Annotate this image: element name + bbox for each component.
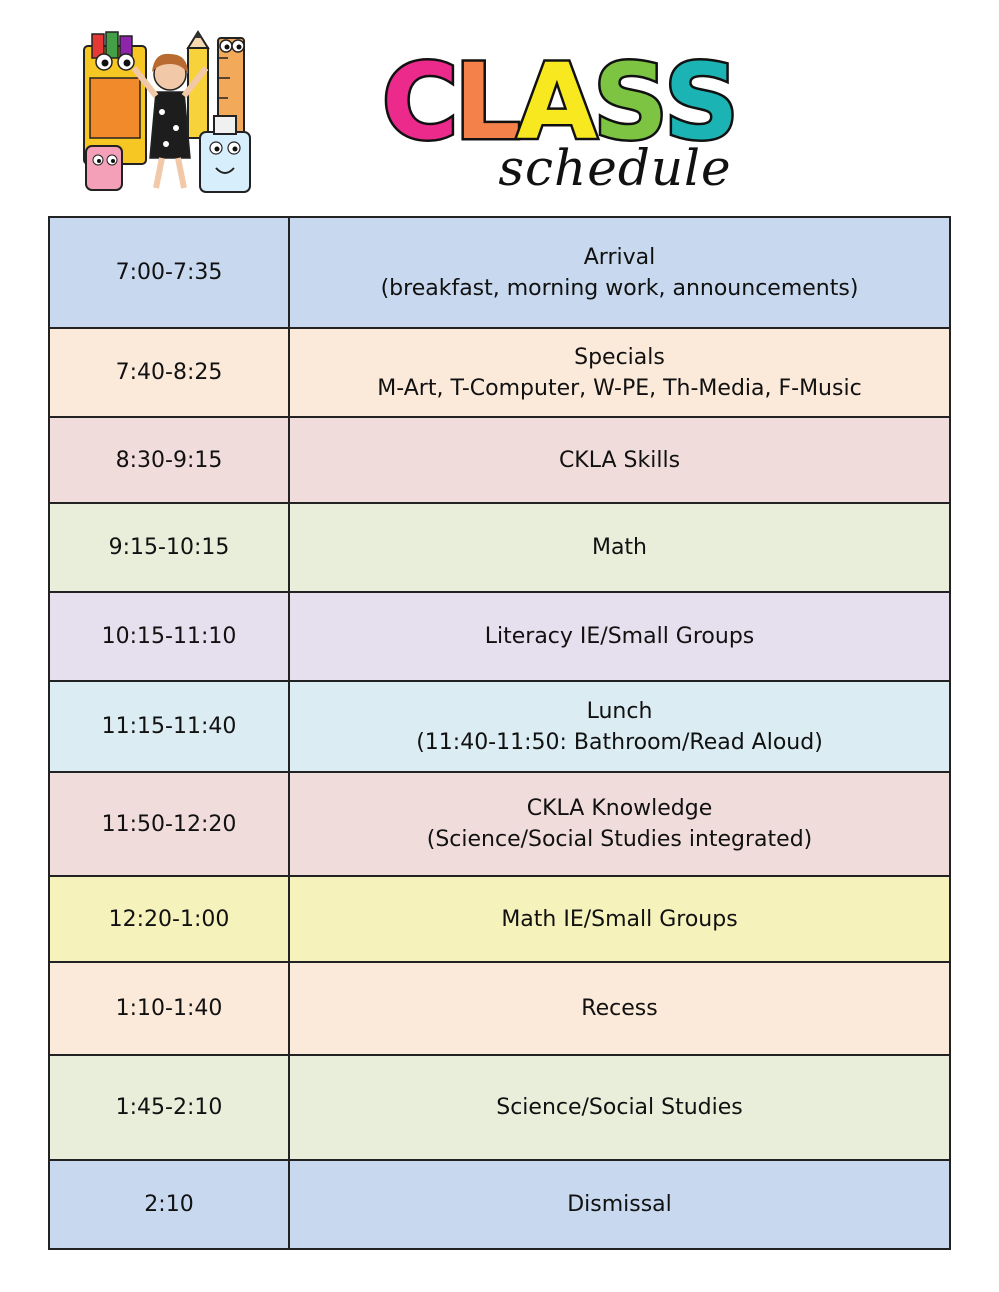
- time-cell: 10:15-11:10: [49, 592, 289, 681]
- schedule-row: [49, 876, 950, 962]
- activity-cell: [289, 772, 950, 876]
- activity-cell: [289, 962, 950, 1055]
- activity-cell: [289, 1055, 950, 1160]
- activity-line: (11:40-11:50: Bathroom/Read Aloud): [416, 729, 823, 755]
- title-letter: S: [593, 41, 665, 163]
- activity-cell: [289, 217, 950, 328]
- time-cell: 1:10-1:40: [49, 962, 289, 1055]
- title-letter: C: [382, 41, 455, 163]
- activity-line: Science/Social Studies: [496, 1095, 743, 1120]
- schedule-row: [49, 217, 950, 328]
- schedule-row: [49, 503, 950, 592]
- activity-line: Arrival: [583, 244, 656, 270]
- activity-line: CKLA Skills: [558, 447, 681, 473]
- schedule-row: [49, 772, 950, 876]
- title-class: [382, 41, 842, 163]
- activity-line: Lunch: [586, 698, 653, 724]
- activity-cell: [289, 1160, 950, 1249]
- school-supplies-clipart: [78, 28, 263, 208]
- activity-line: (breakfast, morning work, announcements): [380, 275, 859, 301]
- page-header: [0, 0, 999, 215]
- activity-cell: [289, 417, 950, 503]
- activity-cell: [289, 681, 950, 772]
- activity-line: M-Art, T-Computer, W-PE, Th-Media, F-Music: [377, 375, 862, 401]
- time-cell: 7:40-8:25: [49, 328, 289, 417]
- activity-line: CKLA Knowledge: [526, 796, 713, 821]
- time-cell: 9:15-10:15: [49, 503, 289, 592]
- activity-line: Literacy IE/Small Groups: [484, 624, 755, 649]
- time-cell: 11:50-12:20: [49, 772, 289, 876]
- activity-cell: [289, 592, 950, 681]
- activity-line: Specials: [574, 344, 665, 370]
- title-letter: S: [664, 41, 735, 163]
- time-cell: 8:30-9:15: [49, 417, 289, 503]
- activity-line: Math: [591, 535, 648, 560]
- title-letter: A: [516, 41, 594, 163]
- schedule-row: [49, 1160, 950, 1249]
- schedule-row: [49, 328, 950, 417]
- schedule-row: [49, 592, 950, 681]
- eraser-icon: [86, 146, 122, 190]
- time-cell: 11:15-11:40: [49, 681, 289, 772]
- activity-line: Math IE/Small Groups: [501, 906, 738, 932]
- time-cell: 7:00-7:35: [49, 217, 289, 328]
- crayon-box-icon: [84, 32, 146, 164]
- activity-cell: [289, 328, 950, 417]
- schedule-row: [49, 681, 950, 772]
- title-letter: L: [454, 41, 517, 163]
- time-cell: 2:10: [49, 1160, 289, 1249]
- schedule-row: [49, 962, 950, 1055]
- time-cell: 1:45-2:10: [49, 1055, 289, 1160]
- activity-line: Dismissal: [567, 1192, 672, 1217]
- subtitle-schedule: schedule: [498, 139, 732, 197]
- schedule-table: [48, 216, 951, 1250]
- activity-line: Recess: [581, 996, 658, 1021]
- schedule-row: [49, 1055, 950, 1160]
- time-cell: 12:20-1:00: [49, 876, 289, 962]
- activity-line: (Science/Social Studies integrated): [426, 827, 813, 852]
- activity-cell: [289, 876, 950, 962]
- activity-cell: [289, 503, 950, 592]
- schedule-row: [49, 417, 950, 503]
